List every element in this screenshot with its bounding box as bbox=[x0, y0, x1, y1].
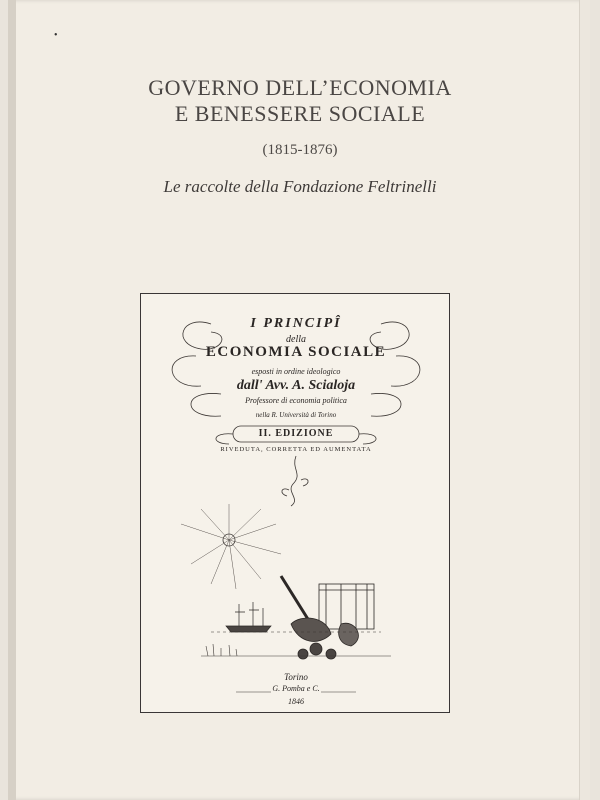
cover-dates: (1815-1876) bbox=[262, 142, 338, 158]
cover-title-line2: E BENESSERE SOCIALE bbox=[174, 101, 426, 126]
plate-line-edizione: II. EDIZIONE bbox=[258, 428, 334, 439]
cover-subtitle: Le raccolte della Fondazione Feltrinelli bbox=[163, 177, 437, 196]
ground-drawing bbox=[201, 632, 391, 656]
plate-line-professore: Professore di economia politica bbox=[245, 396, 347, 405]
sun-rays bbox=[181, 504, 281, 589]
plate-line-universita: nella R. Università di Torino bbox=[255, 411, 337, 419]
cover-title-line1: GOVERNO DELL’ECONOMIA bbox=[148, 75, 452, 100]
plate-line-author: dall' Avv. A. Scialoja bbox=[236, 378, 356, 393]
frontispiece-plate bbox=[140, 293, 450, 713]
machinery-drawing bbox=[281, 576, 374, 659]
ink-mark: • bbox=[54, 30, 58, 41]
plate-line-principi: I PRINCIPÎ bbox=[250, 316, 342, 331]
plate-imprint-publisher: G. Pomba e C. bbox=[272, 684, 320, 693]
plate-imprint-city: Torino bbox=[284, 672, 308, 682]
ship-drawing bbox=[226, 602, 271, 632]
plate-line-riveduta: RIVEDUTA, CORRETTA ED AUMENTATA bbox=[220, 446, 372, 453]
plate-line-esposti: esposti in ordine ideologico bbox=[251, 367, 341, 376]
plate-line-della: della bbox=[286, 334, 306, 345]
plate-line-economia-sociale: ECONOMIA SOCIALE bbox=[205, 344, 387, 360]
plate-imprint-year: 1846 bbox=[288, 697, 304, 706]
